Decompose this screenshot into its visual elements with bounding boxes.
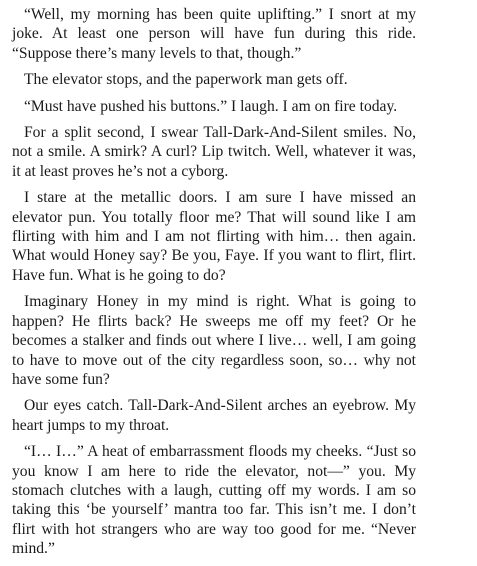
- paragraph-2: The elevator stops, and the paperwork man gets off.: [24, 71, 348, 89]
- paragraph-1: “Well, my morning has been quite uplifting.” I snort at my joke. At least one person will have fun during this ride. “Suppose there’s many levels to that, though.”: [12, 6, 416, 62]
- paragraph-5: I stare at the metallic doors. I am sure I have missed an elevator pun. You totally floor me? That will sound like I am flirting with him and I am not flirting with him… then again. What would Honey say? Be you, Faye. If you want to flirt, flirt. Have fun. What is he going to do?: [12, 189, 416, 284]
- paragraph-7: Our eyes catch. Tall-Dark-And-Silent arches an eyebrow. My heart jumps to my throat.: [12, 397, 416, 434]
- paragraph-3: “Must have pushed his buttons.” I laugh. I am on fire today.: [24, 97, 398, 115]
- paragraph-6: Imaginary Honey in my mind is right. What is going to happen? He flirts back? He sweeps me off my feet? Or he becomes a stalker and finds out where I live… well, I am going to have to move out of the city regardless soon, so… why not have some fun?: [12, 293, 416, 388]
- paragraph-4: For a split second, I swear Tall-Dark-And-Silent smiles. No, not a smile. A smirk? A curl? Lip twitch. Well, whatever it was, it at least proves he’s not a cyborg.: [12, 124, 416, 180]
- paragraph-8: “I… I…” A heat of embarrassment floods my cheeks. “Just so you know I am here to ride the elevator, not—” you. My stomach clutches with a laugh, cutting off my words. I am so taking this ‘be yourself’ mantra too far. This isn’t me. I don’t flirt with hot strangers who are way too good for me. “Never mind.”: [12, 443, 416, 558]
- document-page: [12, 5, 416, 566]
